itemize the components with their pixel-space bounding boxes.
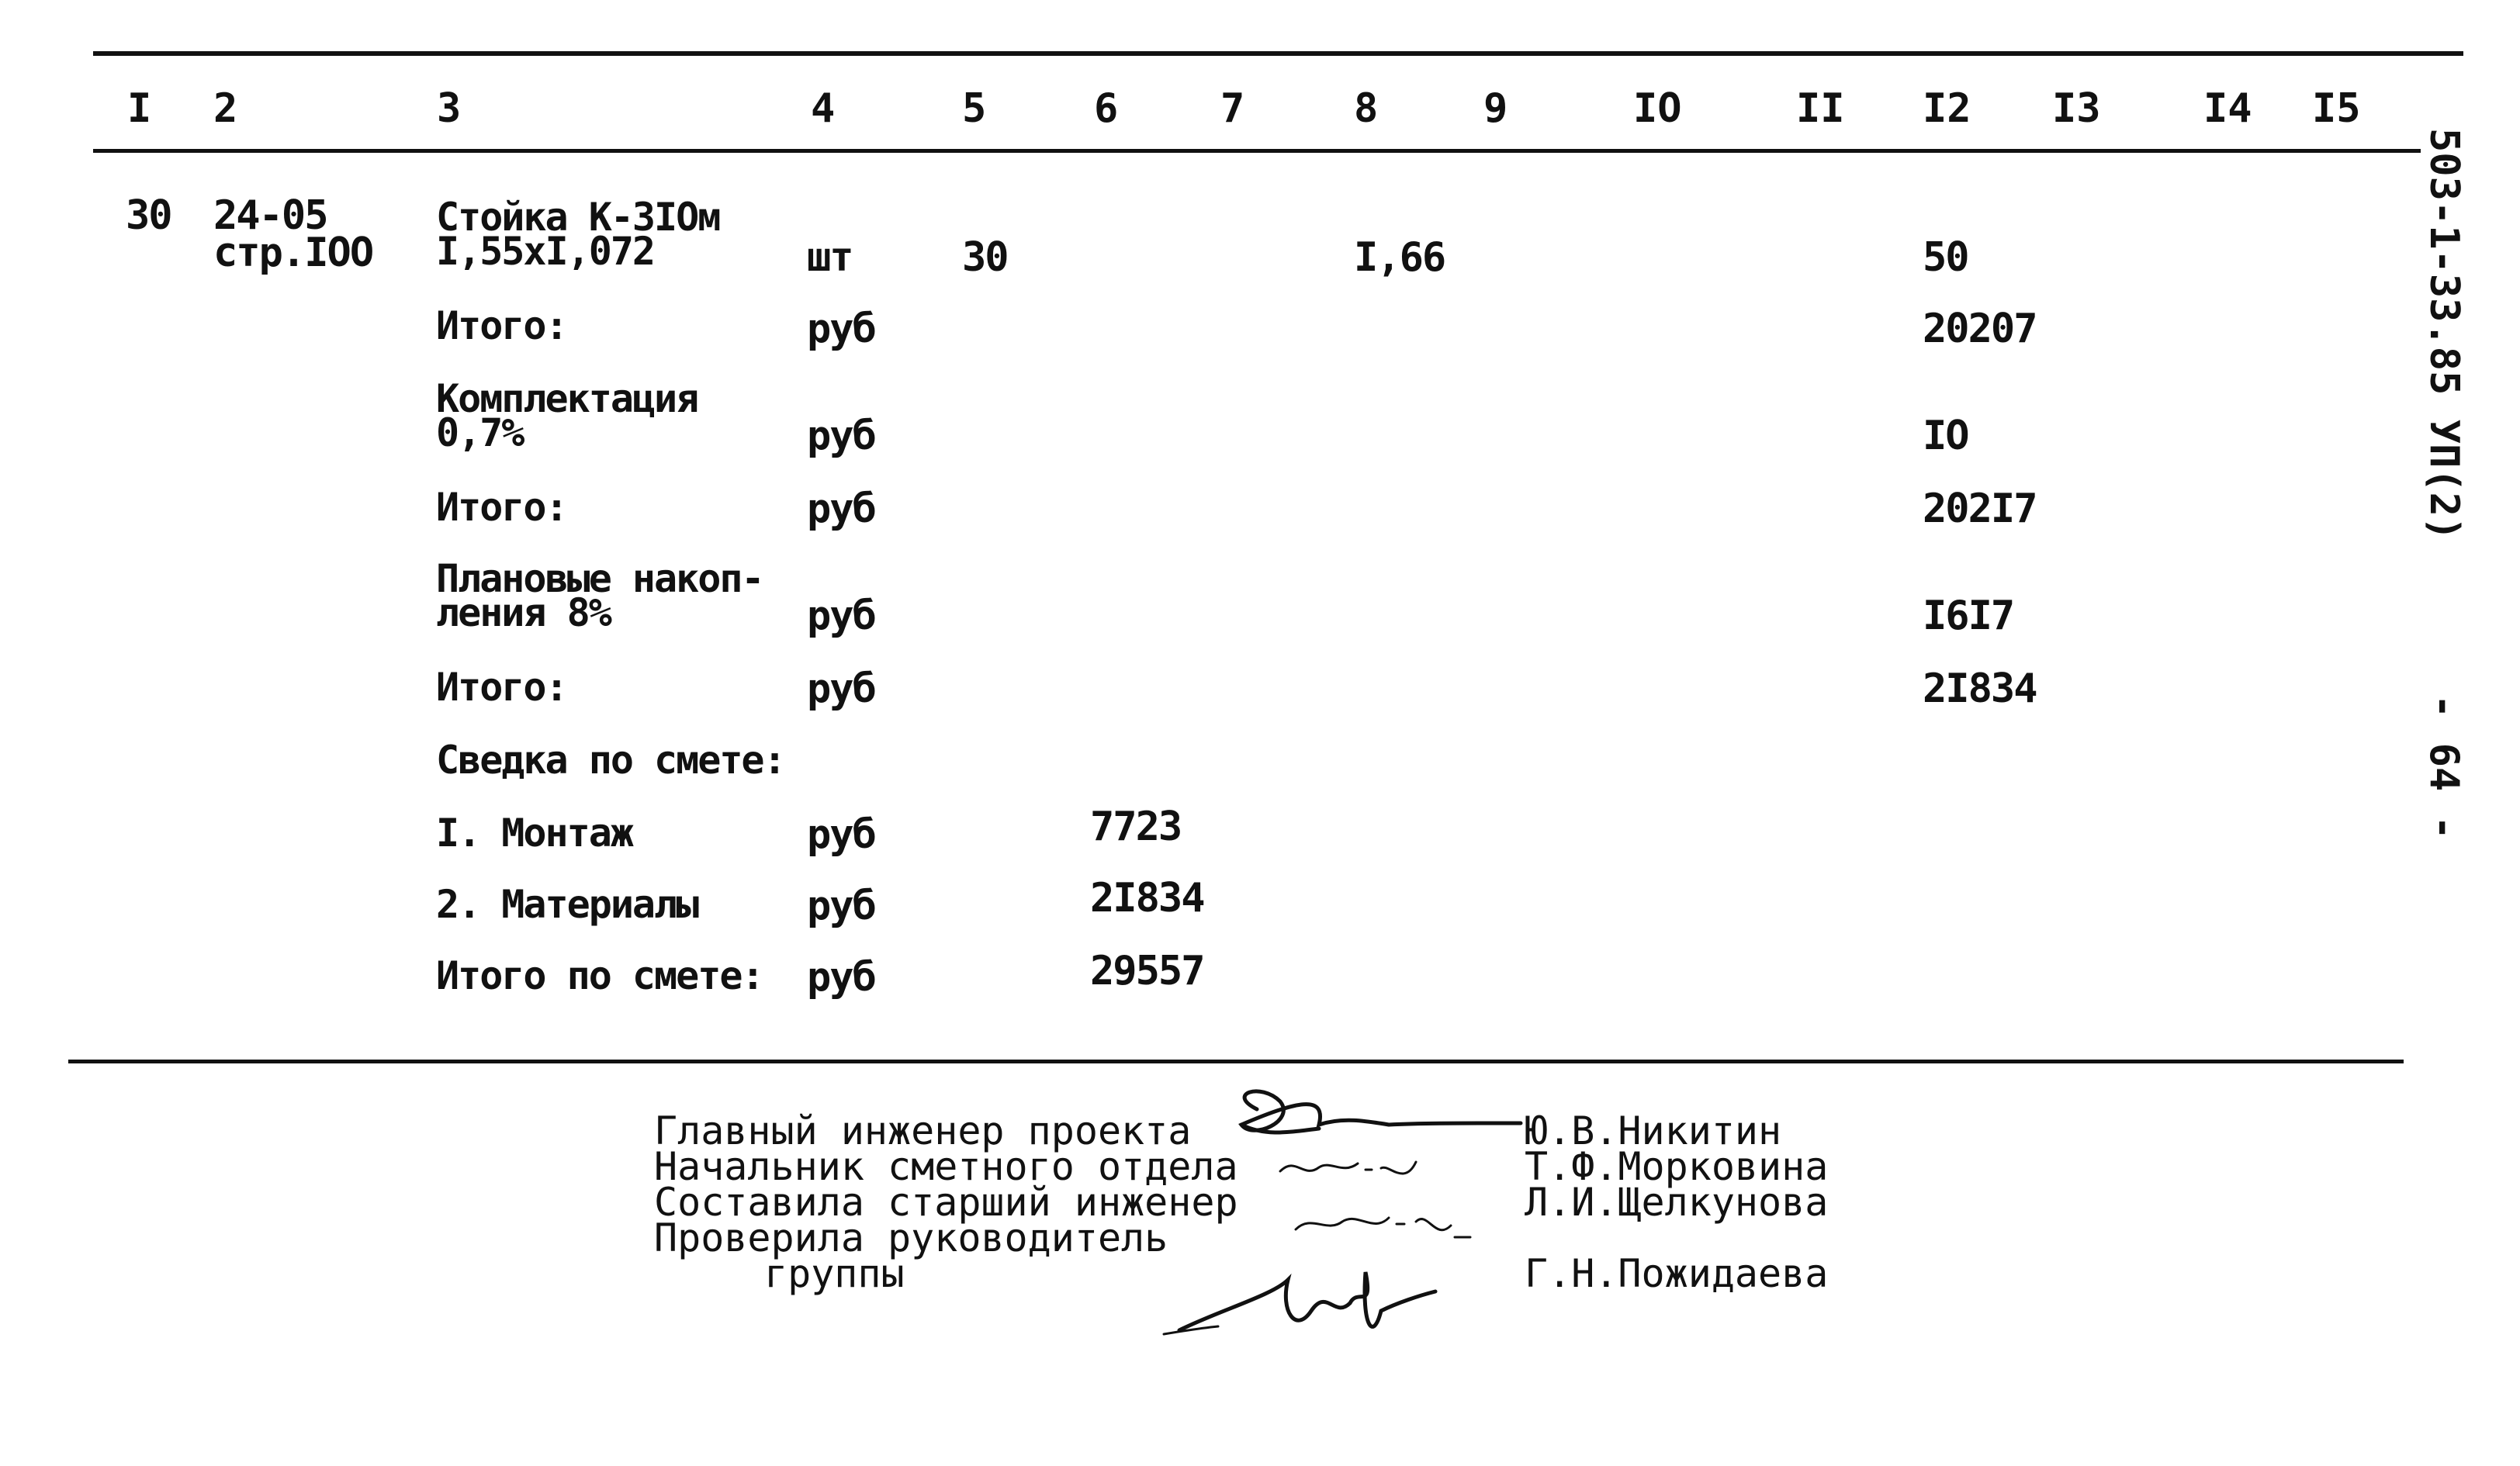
row-col12: IO	[1923, 413, 1968, 459]
row-label: Итого:	[436, 303, 567, 348]
signer-name: Л.И.Щелкунова	[1525, 1180, 1829, 1225]
signature-stroke	[1296, 1218, 1470, 1237]
signer-name: Т.Ф.Морковина	[1525, 1144, 1829, 1189]
header-rule	[93, 149, 2421, 153]
col-header-7: 7	[1220, 85, 1245, 132]
row-label-line2: ления 8%	[436, 590, 611, 635]
handwritten-signatures	[1063, 1078, 1536, 1357]
row-unit: руб	[807, 883, 875, 929]
item-qty: 30	[962, 234, 1008, 281]
signer-role: Составила старший инженер	[654, 1180, 1238, 1225]
row-unit: руб	[807, 306, 875, 352]
item-name-line1: Стойка К-3IOм	[436, 195, 720, 240]
row-col6: 7723	[1090, 804, 1182, 850]
top-rule	[93, 51, 2463, 56]
row-label: 2. Материалы	[436, 882, 698, 927]
signer-role: Проверила руководитель	[654, 1215, 1168, 1260]
item-col12: 50	[1923, 234, 1968, 281]
row-unit: руб	[807, 413, 875, 459]
row-label: Итого:	[436, 665, 567, 710]
item-number: 30	[126, 192, 171, 239]
col-header-11: II	[1796, 85, 1845, 132]
signer-role: Главный инженер проекта	[654, 1108, 1192, 1153]
row-label: I. Монтаж	[436, 811, 632, 856]
col-header-3: 3	[437, 85, 462, 132]
signer-name: Ю.В.Никитин	[1525, 1108, 1782, 1153]
item-code-line1: 24-05	[213, 192, 327, 239]
row-unit: руб	[807, 593, 875, 639]
col-header-4: 4	[811, 85, 836, 132]
signature-stroke	[1280, 1162, 1416, 1174]
page-number: - 64 -	[2421, 694, 2467, 840]
row-col12: 2I834	[1923, 666, 2037, 712]
row-label: Итого по смете:	[436, 953, 763, 998]
signer-role: Начальник сметного отдела	[654, 1144, 1238, 1189]
signature-stroke	[1179, 1272, 1435, 1330]
row-label: Итого:	[436, 485, 567, 530]
row-col6: 2I834	[1090, 875, 1204, 921]
row-unit: руб	[807, 954, 875, 1001]
row-col12: 20207	[1923, 306, 2037, 352]
bottom-rule	[68, 1060, 2404, 1063]
row-unit: руб	[807, 486, 875, 532]
signer-role: группы	[764, 1251, 905, 1296]
row-col12: 202I7	[1923, 486, 2037, 532]
col-header-14: I4	[2203, 85, 2252, 132]
col-header-9: 9	[1483, 85, 1508, 132]
col-header-10: IO	[1633, 85, 1682, 132]
item-name-line2: I,55xI,072	[436, 229, 655, 274]
col-header-2: 2	[213, 85, 238, 132]
col-header-15: I5	[2312, 85, 2361, 132]
signer-name: Г.Н.Пожидаева	[1525, 1251, 1829, 1296]
col-header-6: 6	[1094, 85, 1119, 132]
row-unit: руб	[807, 666, 875, 712]
row-unit: руб	[807, 811, 875, 858]
margin-code: 503-1-33.85 УП(2)	[2421, 128, 2467, 541]
item-unit: шт	[807, 234, 853, 281]
row-col6: 29557	[1090, 948, 1204, 994]
col-header-1: I	[127, 85, 152, 132]
signature-stroke	[1241, 1091, 1521, 1130]
col-header-5: 5	[962, 85, 987, 132]
row-label: Плановые накоп-	[436, 556, 763, 601]
row-label: Сведка по смете:	[436, 738, 785, 783]
col-header-8: 8	[1354, 85, 1379, 132]
row-label: Комплектация	[436, 376, 698, 421]
col-header-12: I2	[1923, 85, 1971, 132]
row-col12: I6I7	[1923, 593, 2014, 639]
item-weight: I,66	[1354, 234, 1445, 281]
item-code-line2: стр.IOO	[213, 230, 373, 276]
row-label-line2: 0,7%	[436, 410, 524, 455]
col-header-13: I3	[2052, 85, 2101, 132]
signature-stroke	[1164, 1326, 1218, 1334]
